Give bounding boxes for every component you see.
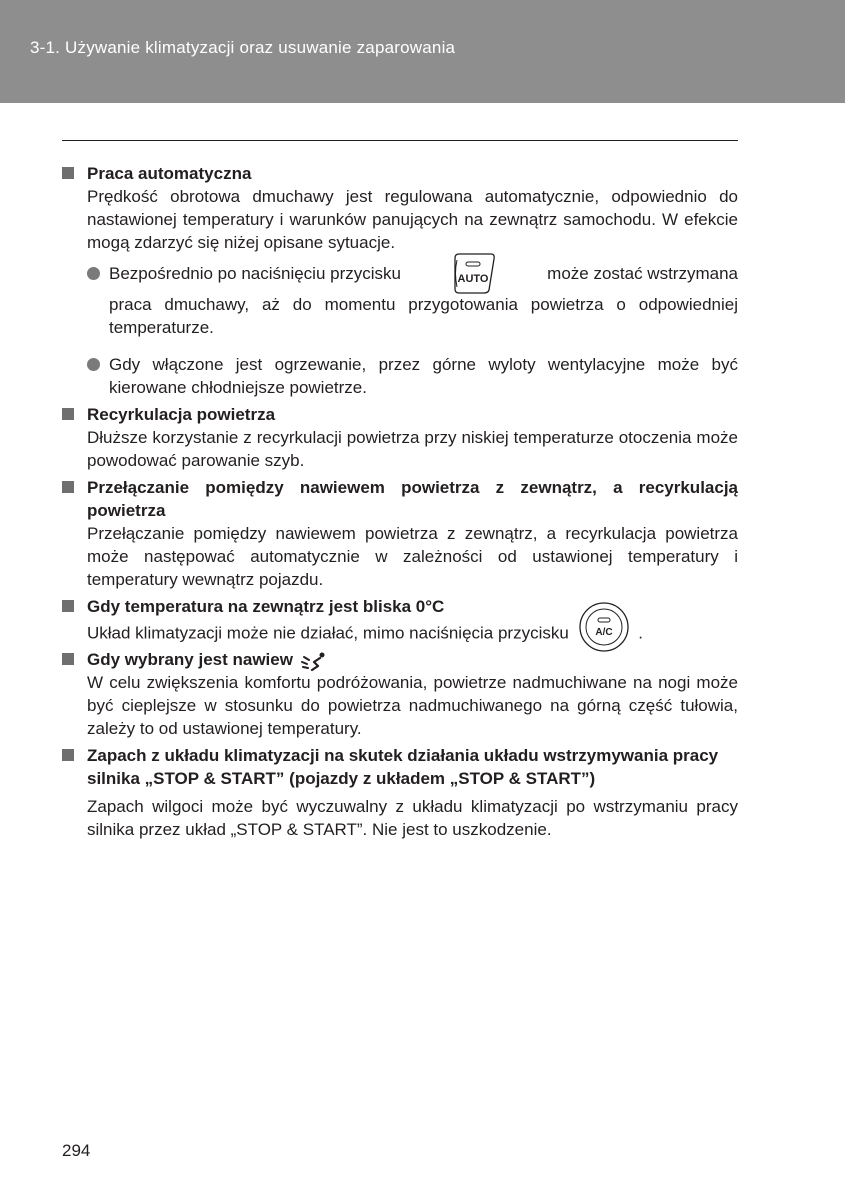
ac-button-label: A/C [594, 627, 613, 638]
section-heading-text: Gdy temperatura na zewnątrz jest bliska 0°C [87, 597, 445, 616]
section-heading [62, 648, 738, 671]
square-bullet-icon [62, 600, 74, 612]
bullet-text-after: może zostać wstrzymana [547, 263, 738, 283]
section-heading-text: Recyrkulacja powietrza [87, 405, 276, 424]
section-heading [62, 476, 738, 522]
square-bullet-icon [62, 408, 74, 420]
section-paragraph [87, 615, 738, 641]
divider-rule [62, 140, 738, 141]
section-paragraph: Zapach wilgoci może być wyczuwalny z układu klimatyzacji po wstrzymaniu pracy silnika przez układ „STOP & START”. Nie jest to uszkodzenie. [87, 797, 738, 839]
feet-airflow-icon [298, 651, 330, 671]
section-heading [62, 744, 738, 790]
bullet-text-before: Bezpośrednio po naciśnięciu przycisku [109, 263, 401, 283]
section-recirculation [62, 403, 738, 472]
section-stop-start-odor [62, 744, 738, 841]
paragraph-text-after: . [638, 623, 644, 643]
section-heading-text: Zapach z układu klimatyzacji na skutek działania układu wstrzymywania pracy silnika „STOP & START” (pojazdy z układem „STOP & START”) [87, 746, 719, 788]
ac-button-icon [578, 601, 630, 653]
section-heading [62, 403, 738, 426]
section-paragraph: Przełączanie pomiędzy nawiewem powietrza z zewnątrz, a recyrkulacja powietrza może następować automatycznie w zależności od ustawionej temperatury i temperatury wewnątrz pojazdu. [87, 524, 738, 589]
square-bullet-icon [62, 749, 74, 761]
section-automatic-operation [62, 162, 738, 399]
main-content [62, 162, 738, 842]
auto-button-label: AUTO [457, 273, 489, 285]
section-heading-text: Przełączanie pomiędzy nawiewem powietrza z zewnątrz, a recyrkulacją powietrza [87, 478, 738, 520]
page-number: 294 [62, 1141, 91, 1160]
paragraph-text-before: Układ klimatyzacji może nie działać, mimo naciśnięcia przycisku [87, 623, 569, 643]
auto-button-icon [451, 250, 497, 296]
section-near-zero-temperature [62, 595, 738, 644]
section-paragraph: W celu zwiększenia komfortu podróżowania, powietrze nadmuchiwane na nogi może być cieplejsze w stosunku do powietrza nadmuchiwanego na górną część tułowia, zależy to od ustawionej temperatury. [87, 673, 738, 738]
section-heading-text: Praca automatyczna [87, 164, 252, 183]
section-feet-airflow [62, 648, 738, 740]
chapter-title: 3-1. Używanie klimatyzacji oraz usuwanie zaparowania [30, 38, 456, 57]
bullet-text: Gdy włączone jest ogrzewanie, przez górne wyloty wentylacyjne może być kierowane chłodniejsze powietrze. [109, 355, 738, 397]
list-item [87, 262, 738, 339]
square-bullet-icon [62, 481, 74, 493]
round-bullet-icon [87, 358, 100, 371]
square-bullet-icon [62, 167, 74, 179]
bullet-text-continued: praca dmuchawy, aż do momentu przygotowania powietrza o odpowiedniej temperaturze. [109, 295, 738, 337]
round-bullet-icon [87, 267, 100, 280]
section-heading [62, 162, 738, 185]
section-paragraph: Dłuższe korzystanie z recyrkulacji powietrza przy niskiej temperaturze otoczenia może powodować parowanie szyb. [87, 428, 738, 470]
section-paragraph: Prędkość obrotowa dmuchawy jest regulowana automatycznie, odpowiednio do nastawionej temperatury i warunków panujących na zewnątrz samochodu. W efekcie mogą zdarzyć się niżej opisane sytuacje. [87, 187, 738, 252]
chapter-header [0, 0, 845, 103]
section-switching-air-source [62, 476, 738, 591]
square-bullet-icon [62, 653, 74, 665]
section-heading-text: Gdy wybrany jest nawiew [87, 650, 293, 669]
list-item [87, 353, 738, 399]
